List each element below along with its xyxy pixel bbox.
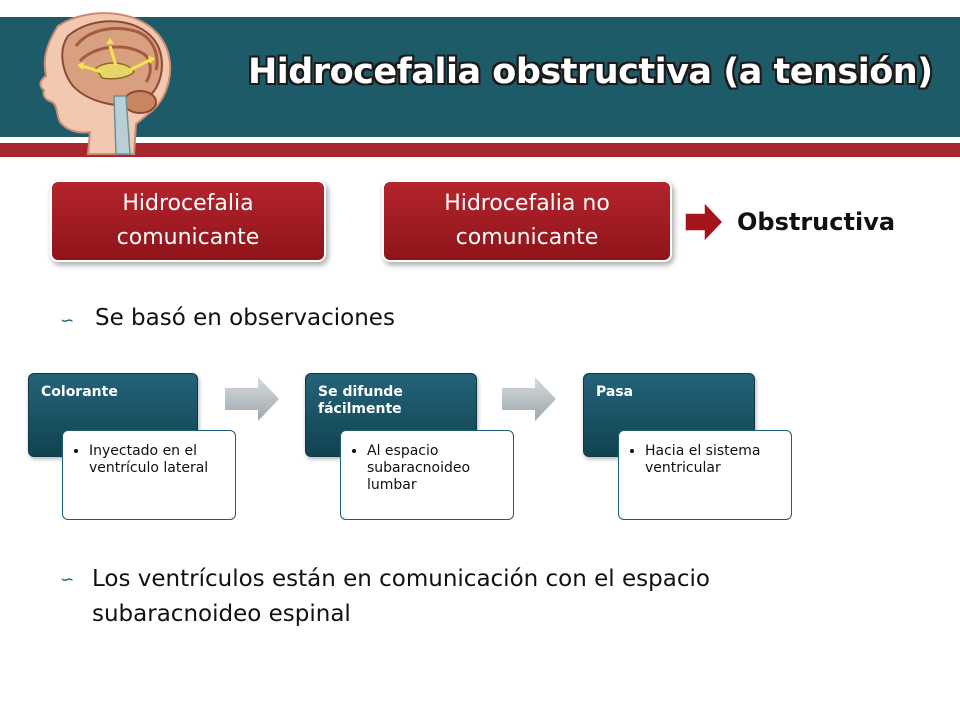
slide-title: Hidrocefalia obstructiva (a tensión): [248, 52, 933, 92]
box2-line1: Hidrocefalia no: [444, 191, 610, 216]
bullet-icon: ∽: [60, 570, 75, 590]
process-arrow-icon: [224, 376, 280, 422]
step-header-pasa: Pasa: [583, 373, 755, 457]
communicating-hydrocephalus-box: [50, 180, 326, 262]
box1-line1: Hidrocefalia: [122, 191, 254, 216]
box1-line2: comunicante: [116, 225, 260, 250]
step-card-3: [618, 430, 792, 520]
process-arrow-icon: [501, 376, 557, 422]
step-header-colorante: Colorante: [28, 373, 198, 457]
step-header-difunde: Se difunde fácilmente: [305, 373, 477, 457]
bullet2-line2: subaracnoideo espinal: [92, 601, 351, 627]
bullet-text-communication: [92, 562, 710, 632]
step-detail-2: • Al espacio subaracnoideo lumbar: [367, 443, 505, 494]
bullet-icon: ∽: [60, 311, 75, 331]
step-detail-1: • Inyectado en el ventrículo lateral: [89, 443, 227, 477]
bullet-text-observations: Se basó en observaciones: [95, 305, 395, 331]
step-card-1: [62, 430, 236, 520]
step-detail-3: • Hacia el sistema ventricular: [645, 443, 783, 477]
noncommunicating-hydrocephalus-box: [382, 180, 672, 262]
step-card-2: [340, 430, 514, 520]
result-label: Obstructiva: [737, 208, 896, 236]
bullet2-line1: Los ventrículos están en comunicación con el espacio: [92, 566, 710, 592]
right-arrow-icon: [684, 200, 724, 244]
brain-head-icon: [18, 6, 178, 156]
box2-line2: comunicante: [455, 225, 599, 250]
